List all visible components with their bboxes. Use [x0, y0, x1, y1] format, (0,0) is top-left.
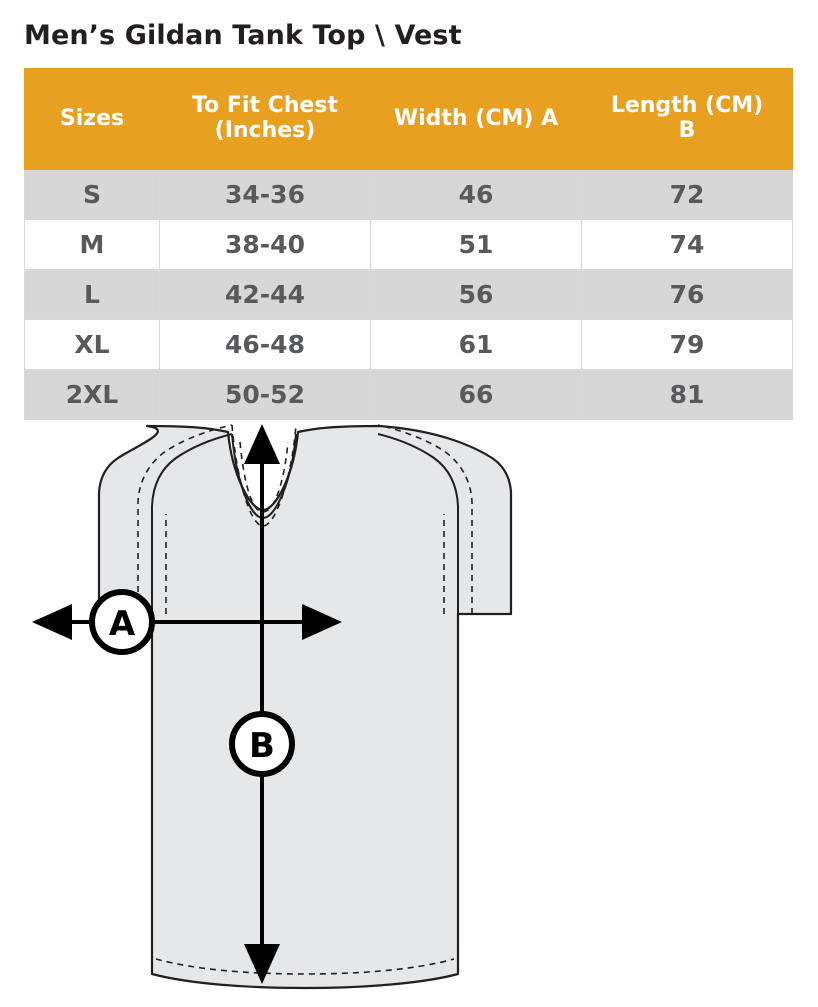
- garment-diagram: [0, 414, 818, 1007]
- cell-chest: 38-40: [160, 220, 371, 270]
- table-header-row: [25, 69, 793, 170]
- table-row: [25, 370, 793, 420]
- cell-width: 66: [371, 370, 582, 420]
- size-table: [24, 68, 793, 420]
- cell-chest: 34-36: [160, 170, 371, 220]
- cell-chest: 50-52: [160, 370, 371, 420]
- column-header-chest: To Fit Chest (Inches): [160, 69, 371, 170]
- column-header-width: Width (CM) A: [371, 69, 582, 170]
- cell-size: S: [25, 170, 160, 220]
- table-row: [25, 220, 793, 270]
- marker-label-a: A: [108, 604, 136, 644]
- cell-width: 51: [371, 220, 582, 270]
- table-row: [25, 170, 793, 220]
- cell-length: 74: [582, 220, 793, 270]
- cell-chest: 42-44: [160, 270, 371, 320]
- column-header-sizes: Sizes: [25, 69, 160, 170]
- page-title: Men’s Gildan Tank Top \ Vest: [24, 20, 462, 51]
- column-header-length: Length (CM) B: [582, 69, 793, 170]
- cell-size: 2XL: [25, 370, 160, 420]
- cell-size: M: [25, 220, 160, 270]
- cell-width: 46: [371, 170, 582, 220]
- cell-size: XL: [25, 320, 160, 370]
- cell-chest: 46-48: [160, 320, 371, 370]
- cell-length: 76: [582, 270, 793, 320]
- cell-length: 79: [582, 320, 793, 370]
- table-row: [25, 320, 793, 370]
- cell-width: 56: [371, 270, 582, 320]
- table-row: [25, 270, 793, 320]
- cell-size: L: [25, 270, 160, 320]
- cell-width: 61: [371, 320, 582, 370]
- marker-label-b: B: [249, 726, 275, 766]
- cell-length: 81: [582, 370, 793, 420]
- cell-length: 72: [582, 170, 793, 220]
- tank-top-shape: [99, 425, 511, 988]
